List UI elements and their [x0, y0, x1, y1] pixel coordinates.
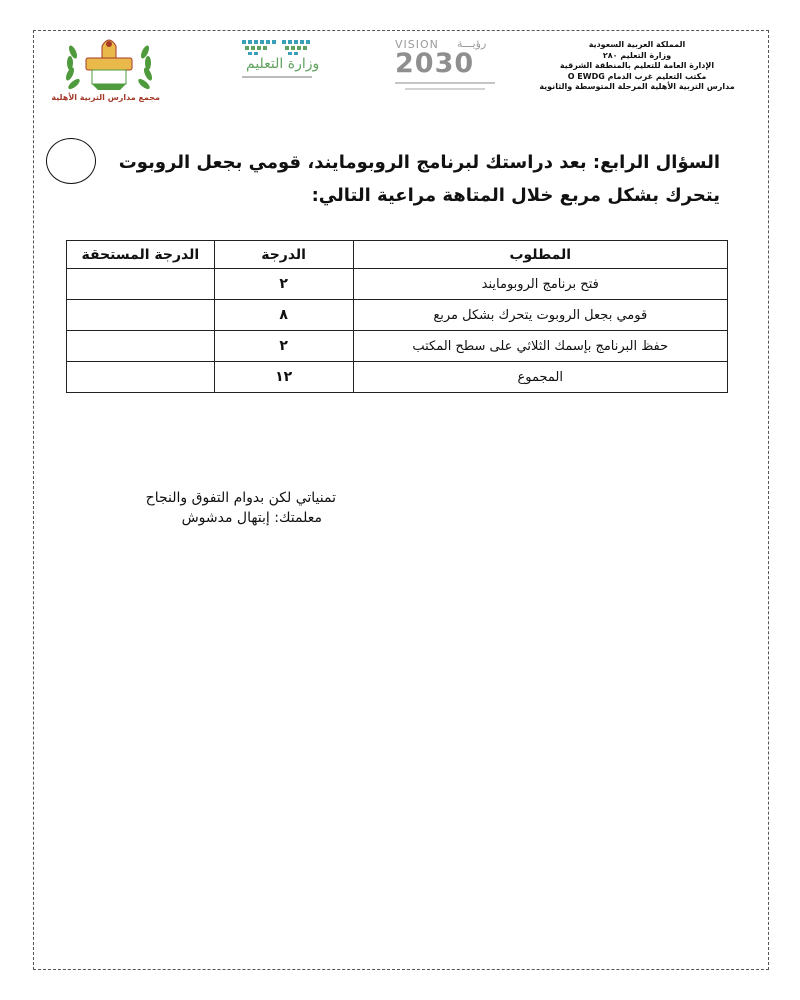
table-header-row	[67, 241, 728, 269]
mark-cell: ٨	[214, 300, 353, 331]
table-total-row	[67, 362, 728, 393]
question-text	[80, 146, 720, 212]
task-cell: قومي بجعل الروبوت يتحرك بشكل مربع	[353, 300, 727, 331]
earned-cell[interactable]	[67, 300, 215, 331]
column-header-mark: الدرجة	[214, 241, 353, 269]
header-institution-lines	[532, 40, 742, 93]
question-label: السؤال الرابع	[600, 152, 720, 173]
vision-logo-arabic: رؤيـــة	[457, 37, 487, 50]
table-row	[67, 300, 728, 331]
ministry-of-education-logo	[228, 40, 328, 86]
laurel-wreath-icon	[58, 36, 160, 94]
header-line: مدارس التربية الأهلية المرحلة المتوسطة والثانوية	[539, 82, 735, 91]
school-seal	[51, 36, 160, 106]
closing-note	[146, 488, 336, 528]
closing-wish: تمنياتي لكن بدوام التفوق والنجاح	[145, 490, 336, 506]
header-line: مكتب التعليم غرب الدمام O EWDG	[567, 71, 707, 81]
earned-cell[interactable]	[67, 269, 215, 300]
header-line: المملكة العربية السعودية	[588, 40, 686, 49]
task-cell: حفظ البرنامج بإسمك الثلاثي على سطح المكتب	[353, 331, 727, 362]
header-line: وزارة التعليم ٢٨٠	[602, 50, 672, 60]
vision-logo-subline	[395, 82, 495, 84]
ministry-logo-name: وزارة التعليم	[246, 56, 320, 72]
mark-cell: ٢	[214, 269, 353, 300]
vision-logo-year: 2030	[395, 48, 475, 79]
table-row	[67, 331, 728, 362]
total-earned-cell[interactable]	[67, 362, 215, 393]
question-body: : بعد دراستك لبرنامج الروبومايند، قومي بجعل الروبوت يتحرك بشكل مربع خلال المتاهة مراعية التالي:	[118, 152, 720, 206]
total-label-cell: المجموع	[353, 362, 727, 393]
total-mark-cell: ١٢	[214, 362, 353, 393]
ministry-dots-icon	[242, 40, 314, 56]
vision-logo-subline	[405, 88, 485, 90]
earned-cell[interactable]	[67, 331, 215, 362]
column-header-earned: الدرجة المستحقة	[67, 241, 215, 269]
ministry-logo-subline	[242, 76, 312, 78]
column-header-task: المطلوب	[353, 241, 727, 269]
grading-table	[66, 240, 728, 393]
vision-2030-logo	[395, 38, 495, 94]
score-circle	[46, 138, 96, 184]
table-row	[67, 269, 728, 300]
school-seal-caption: مجمع مدارس التربية الأهلية	[51, 93, 160, 102]
header-line: الإدارة العامة للتعليم بالمنطقة الشرقية	[559, 61, 715, 70]
vision-logo-latin: VISION	[395, 38, 439, 51]
task-cell: فتح برنامج الروبومايند	[353, 269, 727, 300]
teacher-signature-line: معلمتك: إبتهال مدشوش	[181, 510, 322, 526]
mark-cell: ٢	[214, 331, 353, 362]
